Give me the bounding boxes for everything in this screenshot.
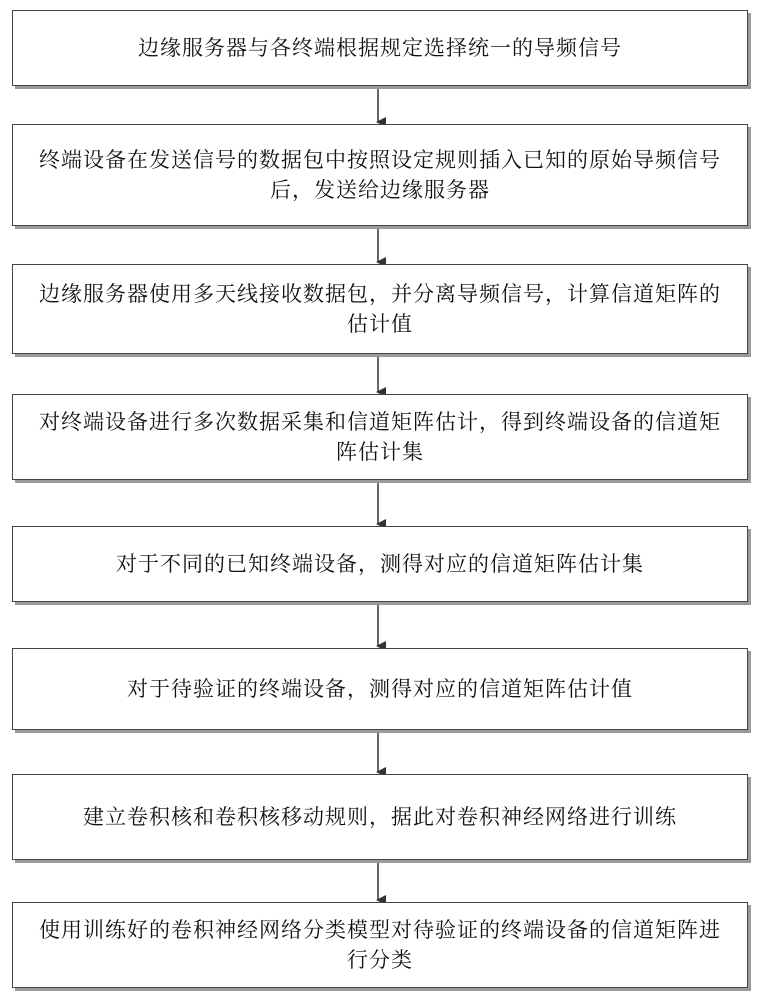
step-6-text: 对于待验证的终端设备，测得对应的信道矩阵估计值 <box>127 677 633 701</box>
step-8-text: 使用训练好的卷积神经网络分类模型对待验证的终端设备的信道矩阵进行分类 <box>39 918 721 972</box>
step-5-box <box>12 526 748 602</box>
step-8-box <box>12 902 748 988</box>
step-1-text: 边缘服务器与各终端根据规定选择统一的导频信号 <box>138 36 622 60</box>
step-3-box <box>12 264 748 354</box>
step-2-text: 终端设备在发送信号的数据包中按照设定规则插入已知的原始导频信号后，发送给边缘服务器 <box>39 148 721 202</box>
step-6-box <box>12 648 748 730</box>
step-4-box <box>12 394 748 480</box>
step-1-box <box>12 10 748 86</box>
step-2-box <box>12 124 748 226</box>
step-5-text: 对于不同的已知终端设备，测得对应的信道矩阵估计集 <box>116 552 644 576</box>
step-3-text: 边缘服务器使用多天线接收数据包，并分离导频信号，计算信道矩阵的估计值 <box>39 282 721 336</box>
step-4-text: 对终端设备进行多次数据采集和信道矩阵估计，得到终端设备的信道矩阵估计集 <box>39 410 721 464</box>
step-7-text: 建立卷积核和卷积核移动规则，据此对卷积神经网络进行训练 <box>83 805 677 829</box>
step-7-box <box>12 774 748 860</box>
